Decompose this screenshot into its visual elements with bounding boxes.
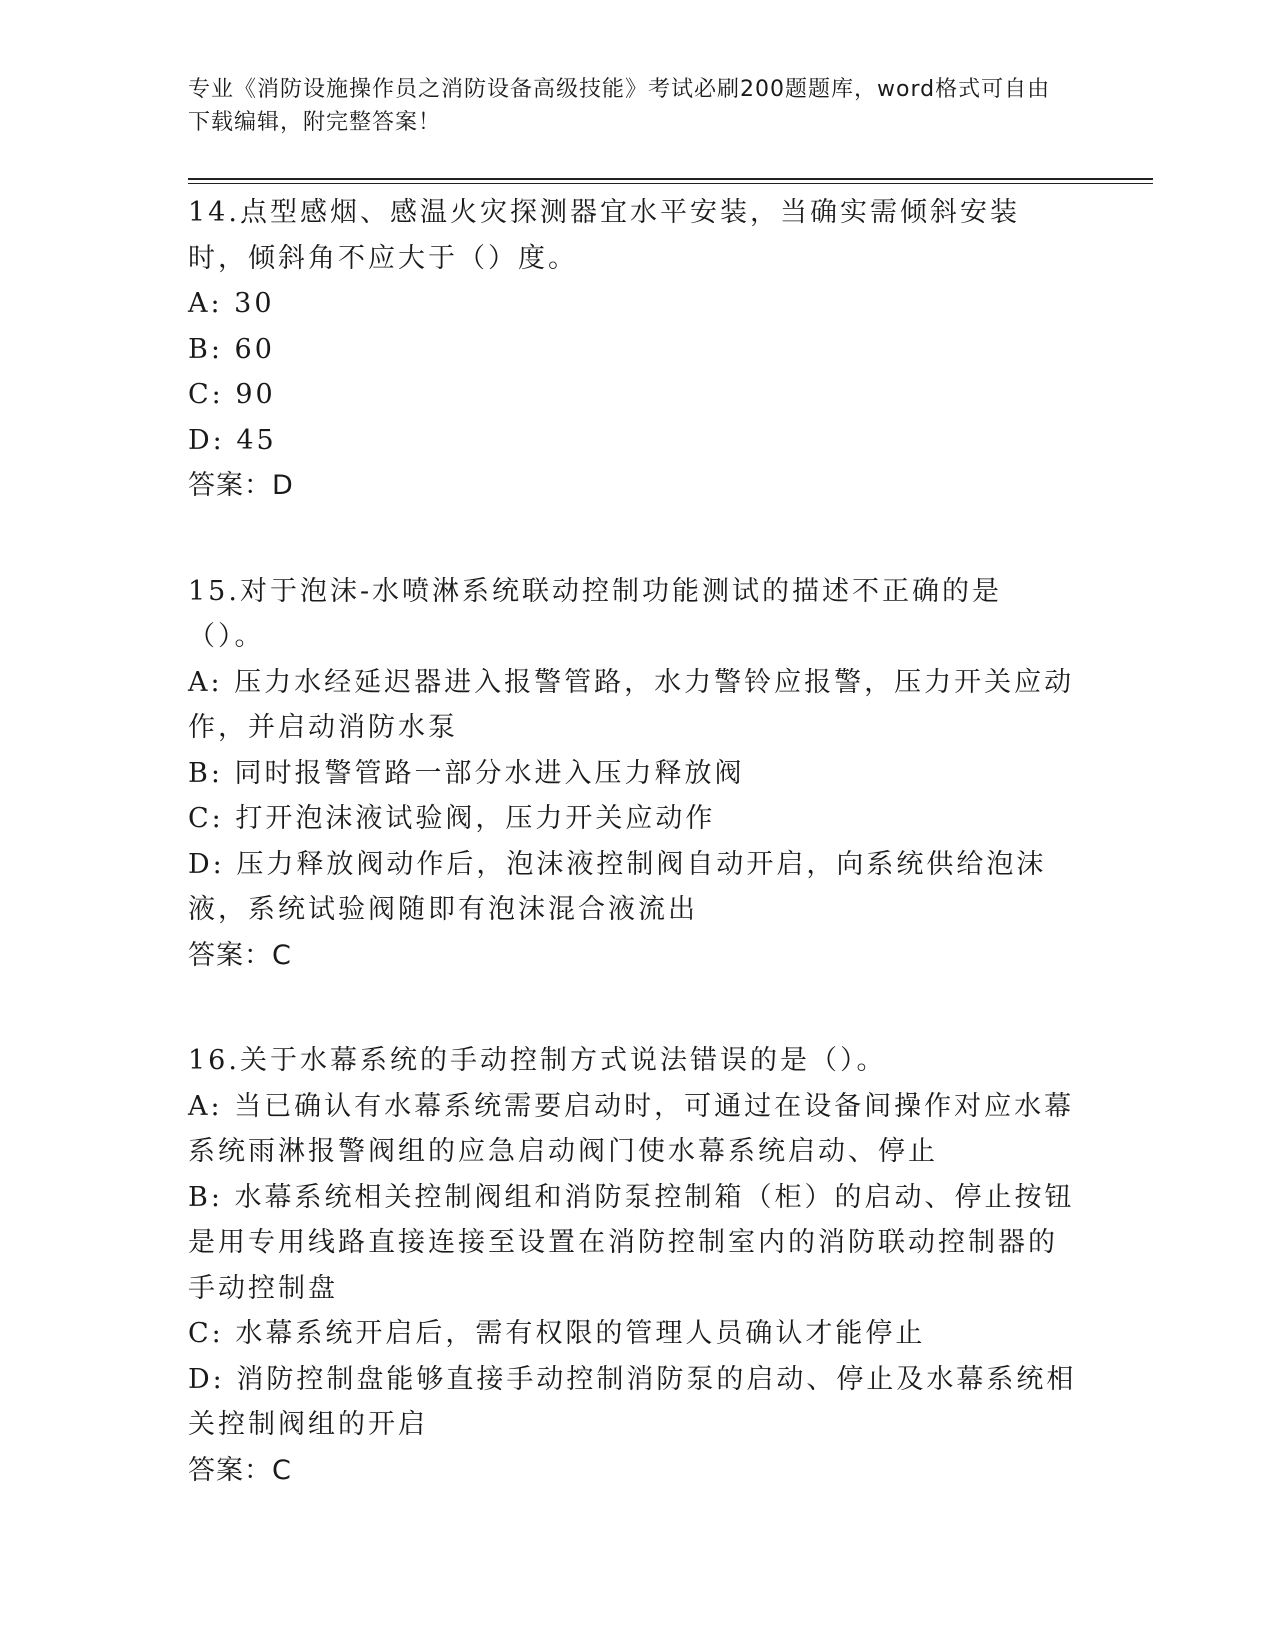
answer-line: 答案：C (188, 1454, 292, 1486)
option-d: D: 消防控制盘能够直接手动控制消防泵的启动、停止及水幕系统相关控制阀组的开启 (188, 1363, 1077, 1440)
question-14 (188, 190, 1078, 509)
option-c: C: 90 (188, 379, 276, 410)
option-b: B: 水幕系统相关控制阀组和消防泵控制箱（柜）的启动、停止按钮是用专用线路直接连接至设置在消防控制室内的消防联动控制器的手动控制盘 (188, 1181, 1075, 1304)
option-b: B: 60 (188, 333, 275, 365)
question-spacer (188, 509, 1078, 569)
header-divider-thin (188, 183, 1153, 184)
option-c: C: 水幕系统开启后，需有权限的管理人员确认才能停止 (188, 1318, 926, 1349)
option-d: D: 压力释放阀动作后，泡沫液控制阀自动开启，向系统供给泡沫液，系统试验阀随即有泡沫混合液流出 (188, 848, 1047, 925)
answer-line: 答案：D (188, 470, 294, 501)
question-stem: 15.对于泡沫-水喷淋系统联动控制功能测试的描述不正确的是（）。 (188, 575, 1003, 652)
option-a: A: 30 (188, 288, 275, 319)
question-stem: 16.关于水幕系统的手动控制方式说法错误的是（）。 (188, 1045, 887, 1076)
document-header: 专业《消防设施操作员之消防设备高级技能》考试必刷200题题库，word格式可自由下载编辑，附完整答案！ (188, 77, 1051, 135)
question-15 (188, 569, 1078, 979)
option-d: D: 45 (188, 424, 277, 456)
option-c: C: 打开泡沫液试验阀，压力开关应动作 (188, 803, 716, 834)
answer-line: 答案：C (188, 939, 292, 971)
option-a: A: 压力水经延迟器进入报警管路，水力警铃应报警，压力开关应动作，并启动消防水泵 (188, 666, 1075, 743)
option-a: A: 当已确认有水幕系统需要启动时，可通过在设备间操作对应水幕系统雨淋报警阀组的应急启动阀门使水幕系统启动、停止 (188, 1090, 1075, 1167)
question-list (188, 190, 1078, 1493)
question-spacer (188, 978, 1078, 1038)
question-16 (188, 1038, 1078, 1493)
option-b: B: 同时报警管路一部分水进入压力释放阀 (188, 757, 745, 789)
header-divider (188, 178, 1153, 180)
question-stem: 14.点型感烟、感温火灾探测器宜水平安装，当确实需倾斜安装时，倾斜角不应大于（）度。 (188, 197, 1020, 274)
